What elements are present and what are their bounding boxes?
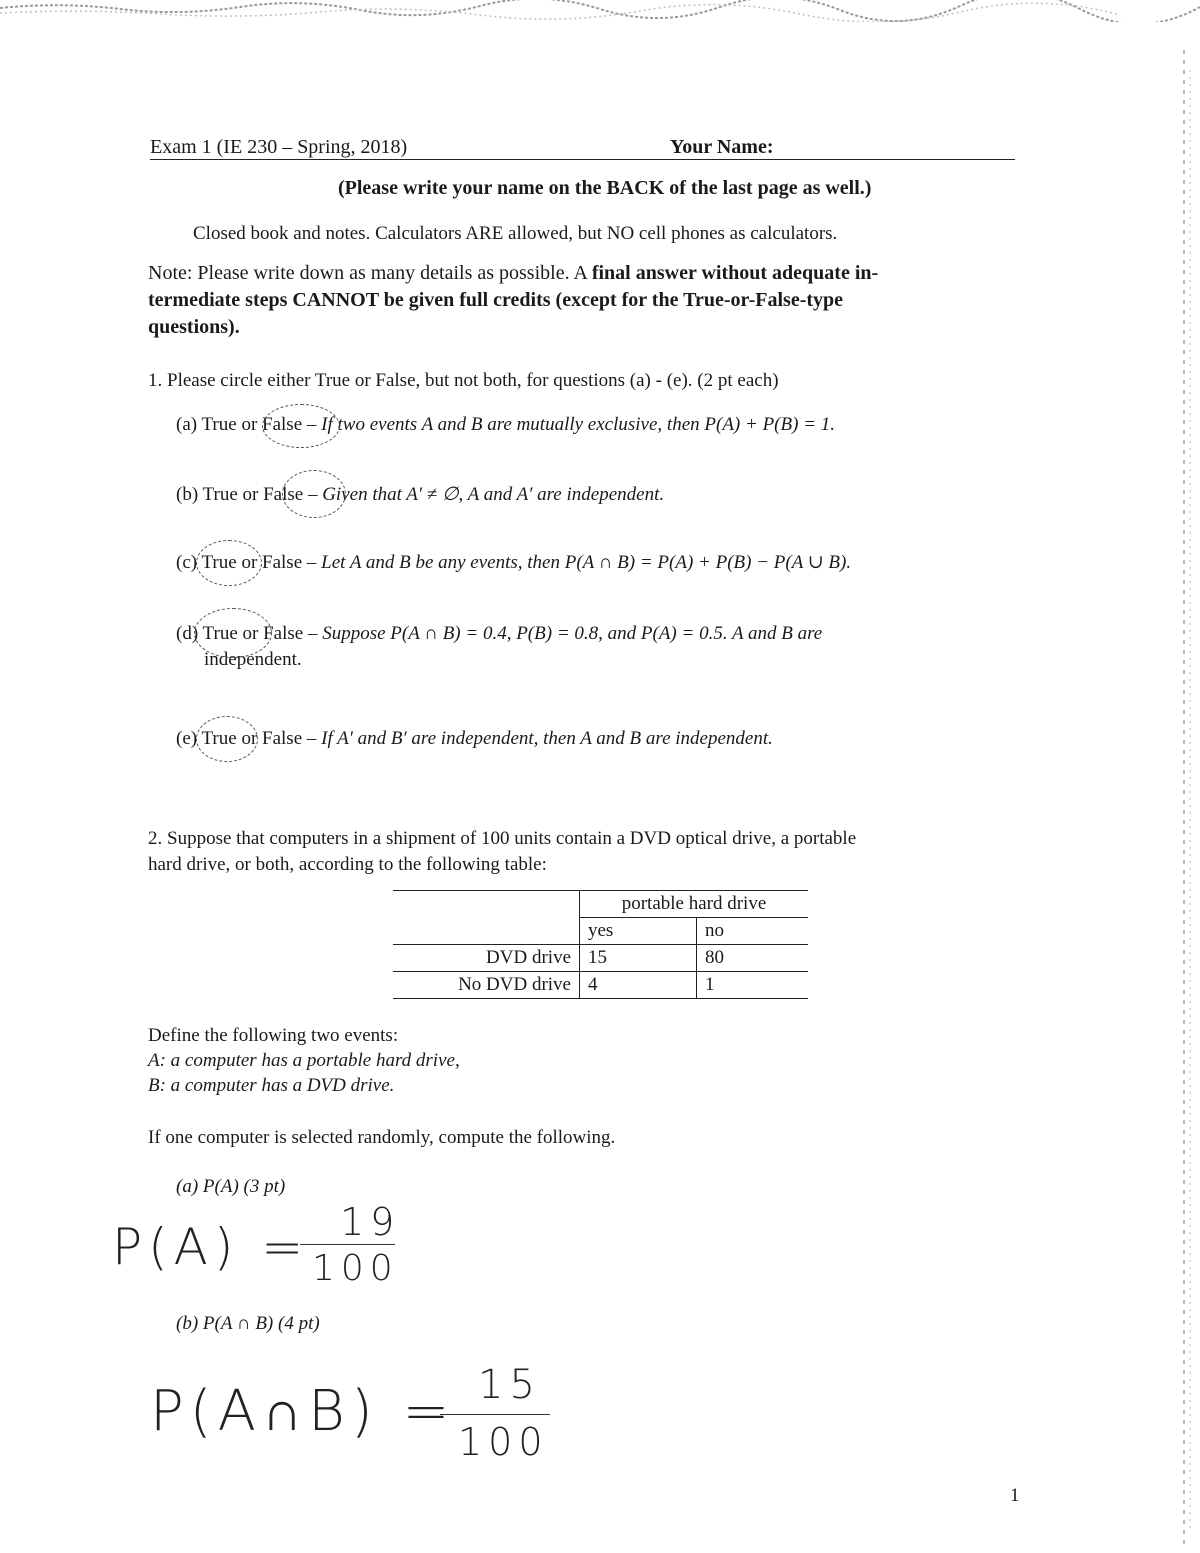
fraction-bar-b (440, 1414, 550, 1415)
handwritten-answer-a-lhs: P(A) = (112, 1218, 310, 1276)
circle-mark-a (262, 404, 340, 448)
exam-rules: Closed book and notes. Calculators ARE allowed, but NO cell phones as calculators. (193, 223, 838, 244)
q1-b-tag: (b) True or False – (176, 484, 318, 505)
q1-d-tag: (d) True or False – (176, 623, 318, 644)
q1-item-e (176, 728, 773, 750)
table-col-no: no (697, 918, 809, 945)
table-row-label: No DVD drive (458, 974, 571, 995)
q1-item-d (176, 623, 822, 645)
table-cell-yes: 4 (580, 972, 697, 999)
table-blank (393, 918, 580, 945)
header-rule (150, 159, 1015, 160)
q1-e-tag: (e) True or False – (176, 728, 317, 749)
q2-prompt-line-2: hard drive, or both, according to the following table: (148, 854, 547, 875)
q1-b-text: Given that A′ ≠ ∅, A and A′ are independent. (322, 484, 665, 505)
q1-c-tag: (c) True or False – (176, 552, 317, 573)
q1-a-text: If two events A and B are mutually exclusive, then P(A) + P(B) = 1. (321, 414, 836, 435)
table-cell-no: 1 (697, 972, 809, 999)
note-bold-1: final answer without adequate in- (591, 262, 879, 284)
table-row-label: DVD drive (486, 947, 571, 968)
event-a: A: a computer has a portable hard drive, (148, 1050, 460, 1071)
handwritten-answer-b-numerator: 15 (478, 1362, 541, 1408)
note-line-2: termediate steps CANNOT be given full credits (except for the True-or-False-type (148, 289, 844, 311)
scan-noise-right-edge (1170, 50, 1200, 1550)
q1-prompt: 1. Please circle either True or False, but not both, for questions (a) - (e). (2 pt each) (148, 370, 779, 391)
circle-mark-c (196, 540, 262, 586)
select-instruction: If one computer is selected randomly, compute the following. (148, 1127, 616, 1148)
define-events: Define the following two events: (148, 1025, 399, 1046)
table-corner (393, 891, 580, 918)
q1-d-text: Suppose P(A ∩ B) = 0.4, P(B) = 0.8, and P(A) = 0.5. A and B are (322, 623, 823, 644)
table-group-header: portable hard drive (580, 891, 809, 918)
q1-c-text: Let A and B be any events, then P(A ∩ B) = P(A) + P(B) − P(A ∪ B). (321, 552, 852, 573)
q2-prompt-line-1: 2. Suppose that computers in a shipment of 100 units contain a DVD optical drive, a portable (148, 828, 857, 849)
note-line-3: questions). (148, 316, 240, 338)
drive-table (393, 890, 808, 999)
q1-item-c (176, 551, 851, 574)
event-b: B: a computer has a DVD drive. (148, 1075, 395, 1096)
handwritten-answer-b-lhs: P(A∩B) = (150, 1379, 456, 1444)
table-row (393, 945, 808, 972)
table-row (393, 972, 808, 999)
scan-noise-top (0, 0, 1200, 22)
table-col-yes: yes (580, 918, 697, 945)
note-line-1 (148, 262, 878, 285)
note-lead: Note: Please write down as many details as possible. A (148, 262, 592, 284)
table-cell-no: 80 (697, 945, 809, 972)
circle-mark-d (194, 608, 272, 658)
part-a-label: (a) P(A) (3 pt) (176, 1176, 286, 1197)
fraction-bar-a (300, 1244, 395, 1245)
exam-title: Exam 1 (IE 230 – Spring, 2018) (150, 136, 408, 158)
page-number: 1 (1010, 1485, 1020, 1506)
circle-mark-b (282, 470, 346, 518)
handwritten-answer-a-numerator: 19 (340, 1200, 401, 1244)
table-cell-yes: 15 (580, 945, 697, 972)
circle-mark-e (196, 716, 258, 762)
handwritten-answer-a-denominator: 100 (312, 1248, 399, 1289)
name-label: Your Name: (670, 136, 774, 158)
handwritten-answer-b-denominator: 100 (458, 1420, 549, 1464)
q1-item-b (176, 483, 664, 506)
back-page-note: (Please write your name on the BACK of the last page as well.) (338, 177, 872, 199)
q1-item-d-cont: independent. (204, 649, 302, 670)
part-b-label: (b) P(A ∩ B) (4 pt) (176, 1313, 320, 1334)
q1-a-tag: (a) True or False – (176, 414, 317, 435)
q1-e-text: If A′ and B′ are independent, then A and B are independent. (321, 728, 773, 749)
